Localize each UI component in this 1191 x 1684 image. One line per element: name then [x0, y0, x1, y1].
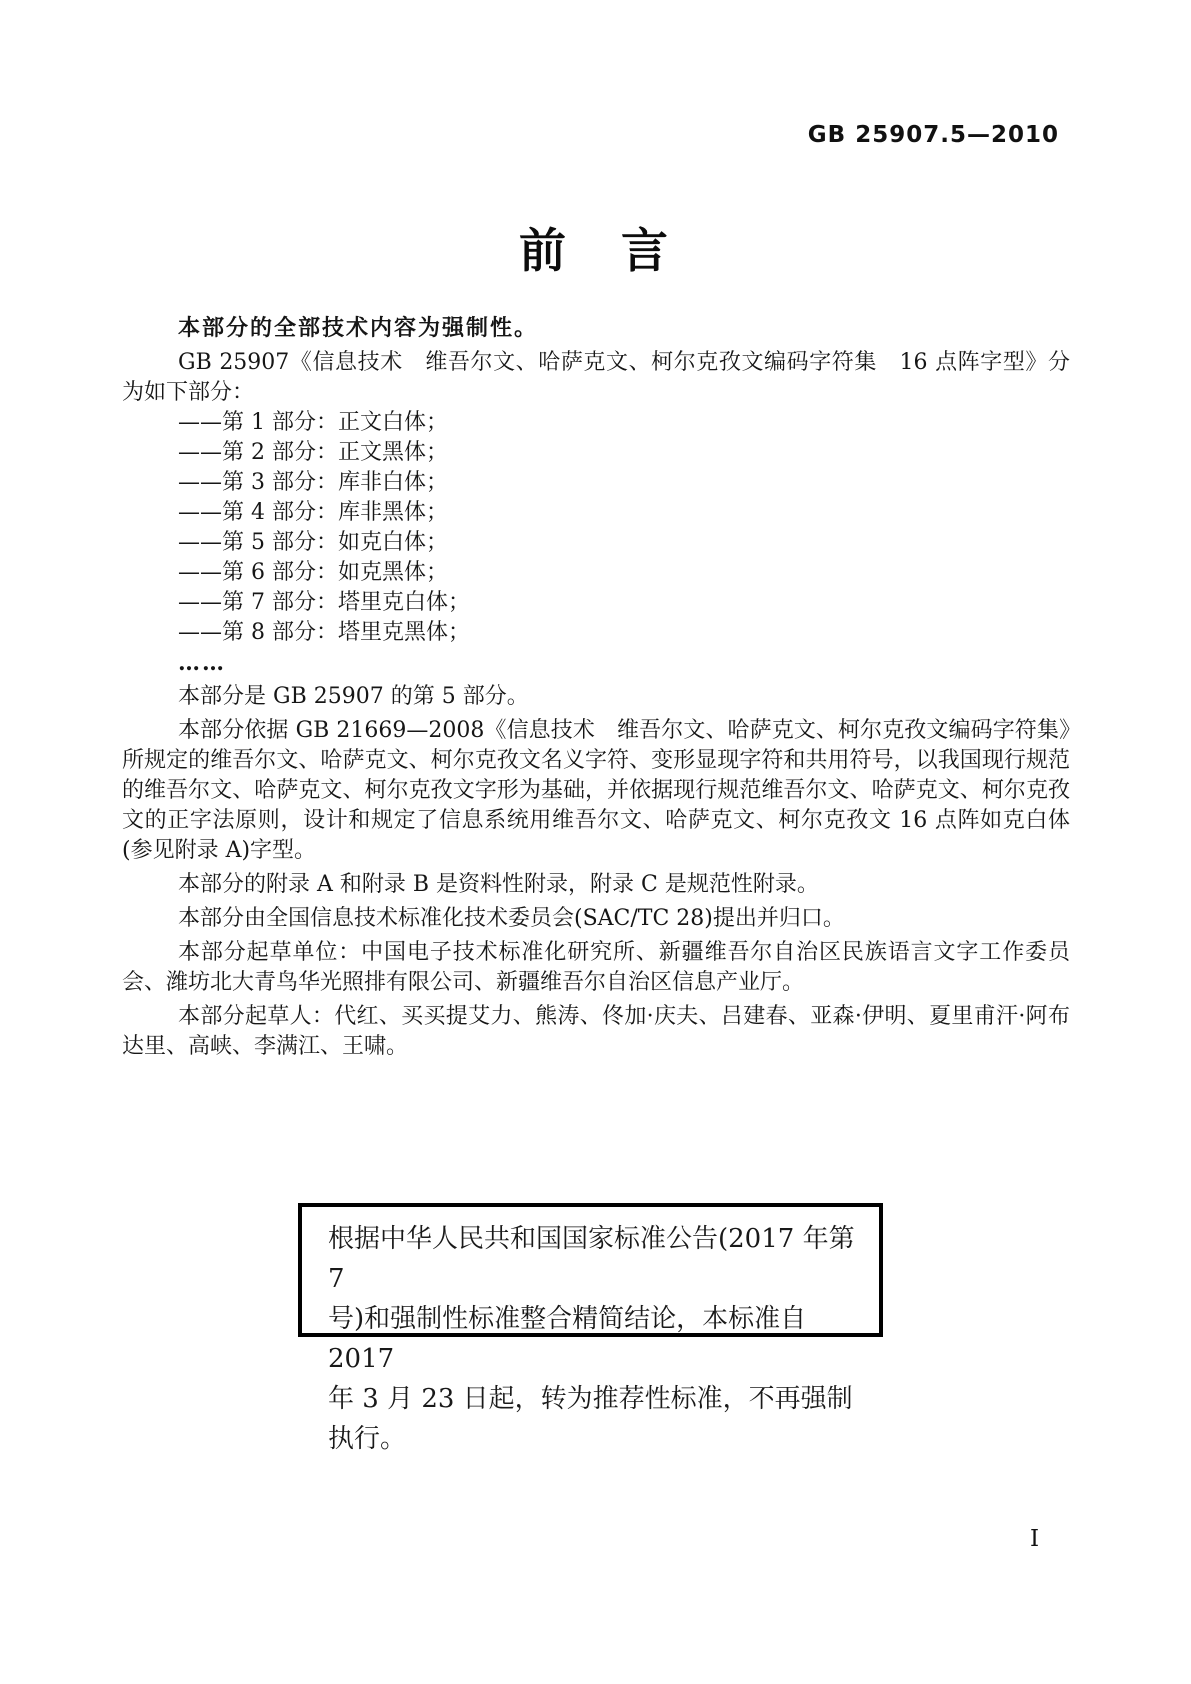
foreword-content [122, 314, 1070, 1066]
standard-code-header: GB 25907.5—2010 [807, 122, 1059, 148]
parts-list [122, 408, 1070, 648]
part-item: ——第 8 部分：塔里克黑体； [178, 620, 470, 645]
foreword-paragraphs [122, 682, 1070, 1062]
part-item: ——第 6 部分：如克黑体； [178, 560, 448, 585]
part-item: ——第 7 部分：塔里克白体； [178, 590, 470, 615]
notice-line: 号)和强制性标准整合精简结论，本标准自 2017 [328, 1304, 807, 1374]
page-number: I [1030, 1526, 1040, 1552]
page-title: 前 言 [519, 224, 672, 279]
foreword-paragraph: 本部分是 GB 25907 的第 5 部分。 [178, 684, 529, 709]
foreword-paragraph: 本部分起草人：代红、买买提艾力、熊涛、佟加·庆夫、吕建春、亚森·伊明、夏里甫汗·阿布达里、高峡、李满江、王啸。 [122, 1004, 1070, 1059]
notice-line: 年 3 月 23 日起，转为推荐性标准，不再强制执行。 [328, 1384, 853, 1454]
notice-line: 根据中华人民共和国国家标准公告(2017 年第 7 [328, 1224, 855, 1294]
foreword-paragraph: 本部分由全国信息技术标准化技术委员会(SAC/TC 28)提出并归口。 [178, 906, 845, 931]
part-item: ——第 1 部分：正文白体； [178, 410, 448, 435]
part-item: ——第 4 部分：库非黑体； [178, 500, 448, 525]
part-item: ——第 2 部分：正文黑体； [178, 440, 448, 465]
foreword-paragraph: 本部分的附录 A 和附录 B 是资料性附录，附录 C 是规范性附录。 [178, 872, 819, 897]
mandatory-statement: 本部分的全部技术内容为强制性。 [178, 316, 539, 341]
ellipsis-line: …… [178, 650, 226, 676]
deregulation-notice-box [298, 1203, 883, 1454]
foreword-paragraph: 本部分起草单位：中国电子技术标准化研究所、新疆维吾尔自治区民族语言文字工作委员会、潍坊北大青鸟华光照排有限公司、新疆维吾尔自治区信息产业厅。 [122, 940, 1070, 995]
part-item: ——第 3 部分：库非白体； [178, 470, 448, 495]
part-item: ——第 5 部分：如克白体； [178, 530, 448, 555]
series-intro: GB 25907《信息技术 维吾尔文、哈萨克文、柯尔克孜文编码字符集 16 点阵字型》分为如下部分： [122, 350, 1070, 405]
foreword-paragraph: 本部分依据 GB 21669—2008《信息技术 维吾尔文、哈萨克文、柯尔克孜文编码字符集》所规定的维吾尔文、哈萨克文、柯尔克孜文名义字符、变形显现字符和共用符号，以我国现行规范的维吾尔文、哈萨克文、柯尔克孜文字形为基础，并依据现行规范维吾尔文、哈萨克文、柯尔克孜文的正字法原则，设计和规定了信息系统用维吾尔文、哈萨克文、柯尔克孜文 16 点阵如克白体(参见附录 A)字型。 [122, 718, 1070, 863]
